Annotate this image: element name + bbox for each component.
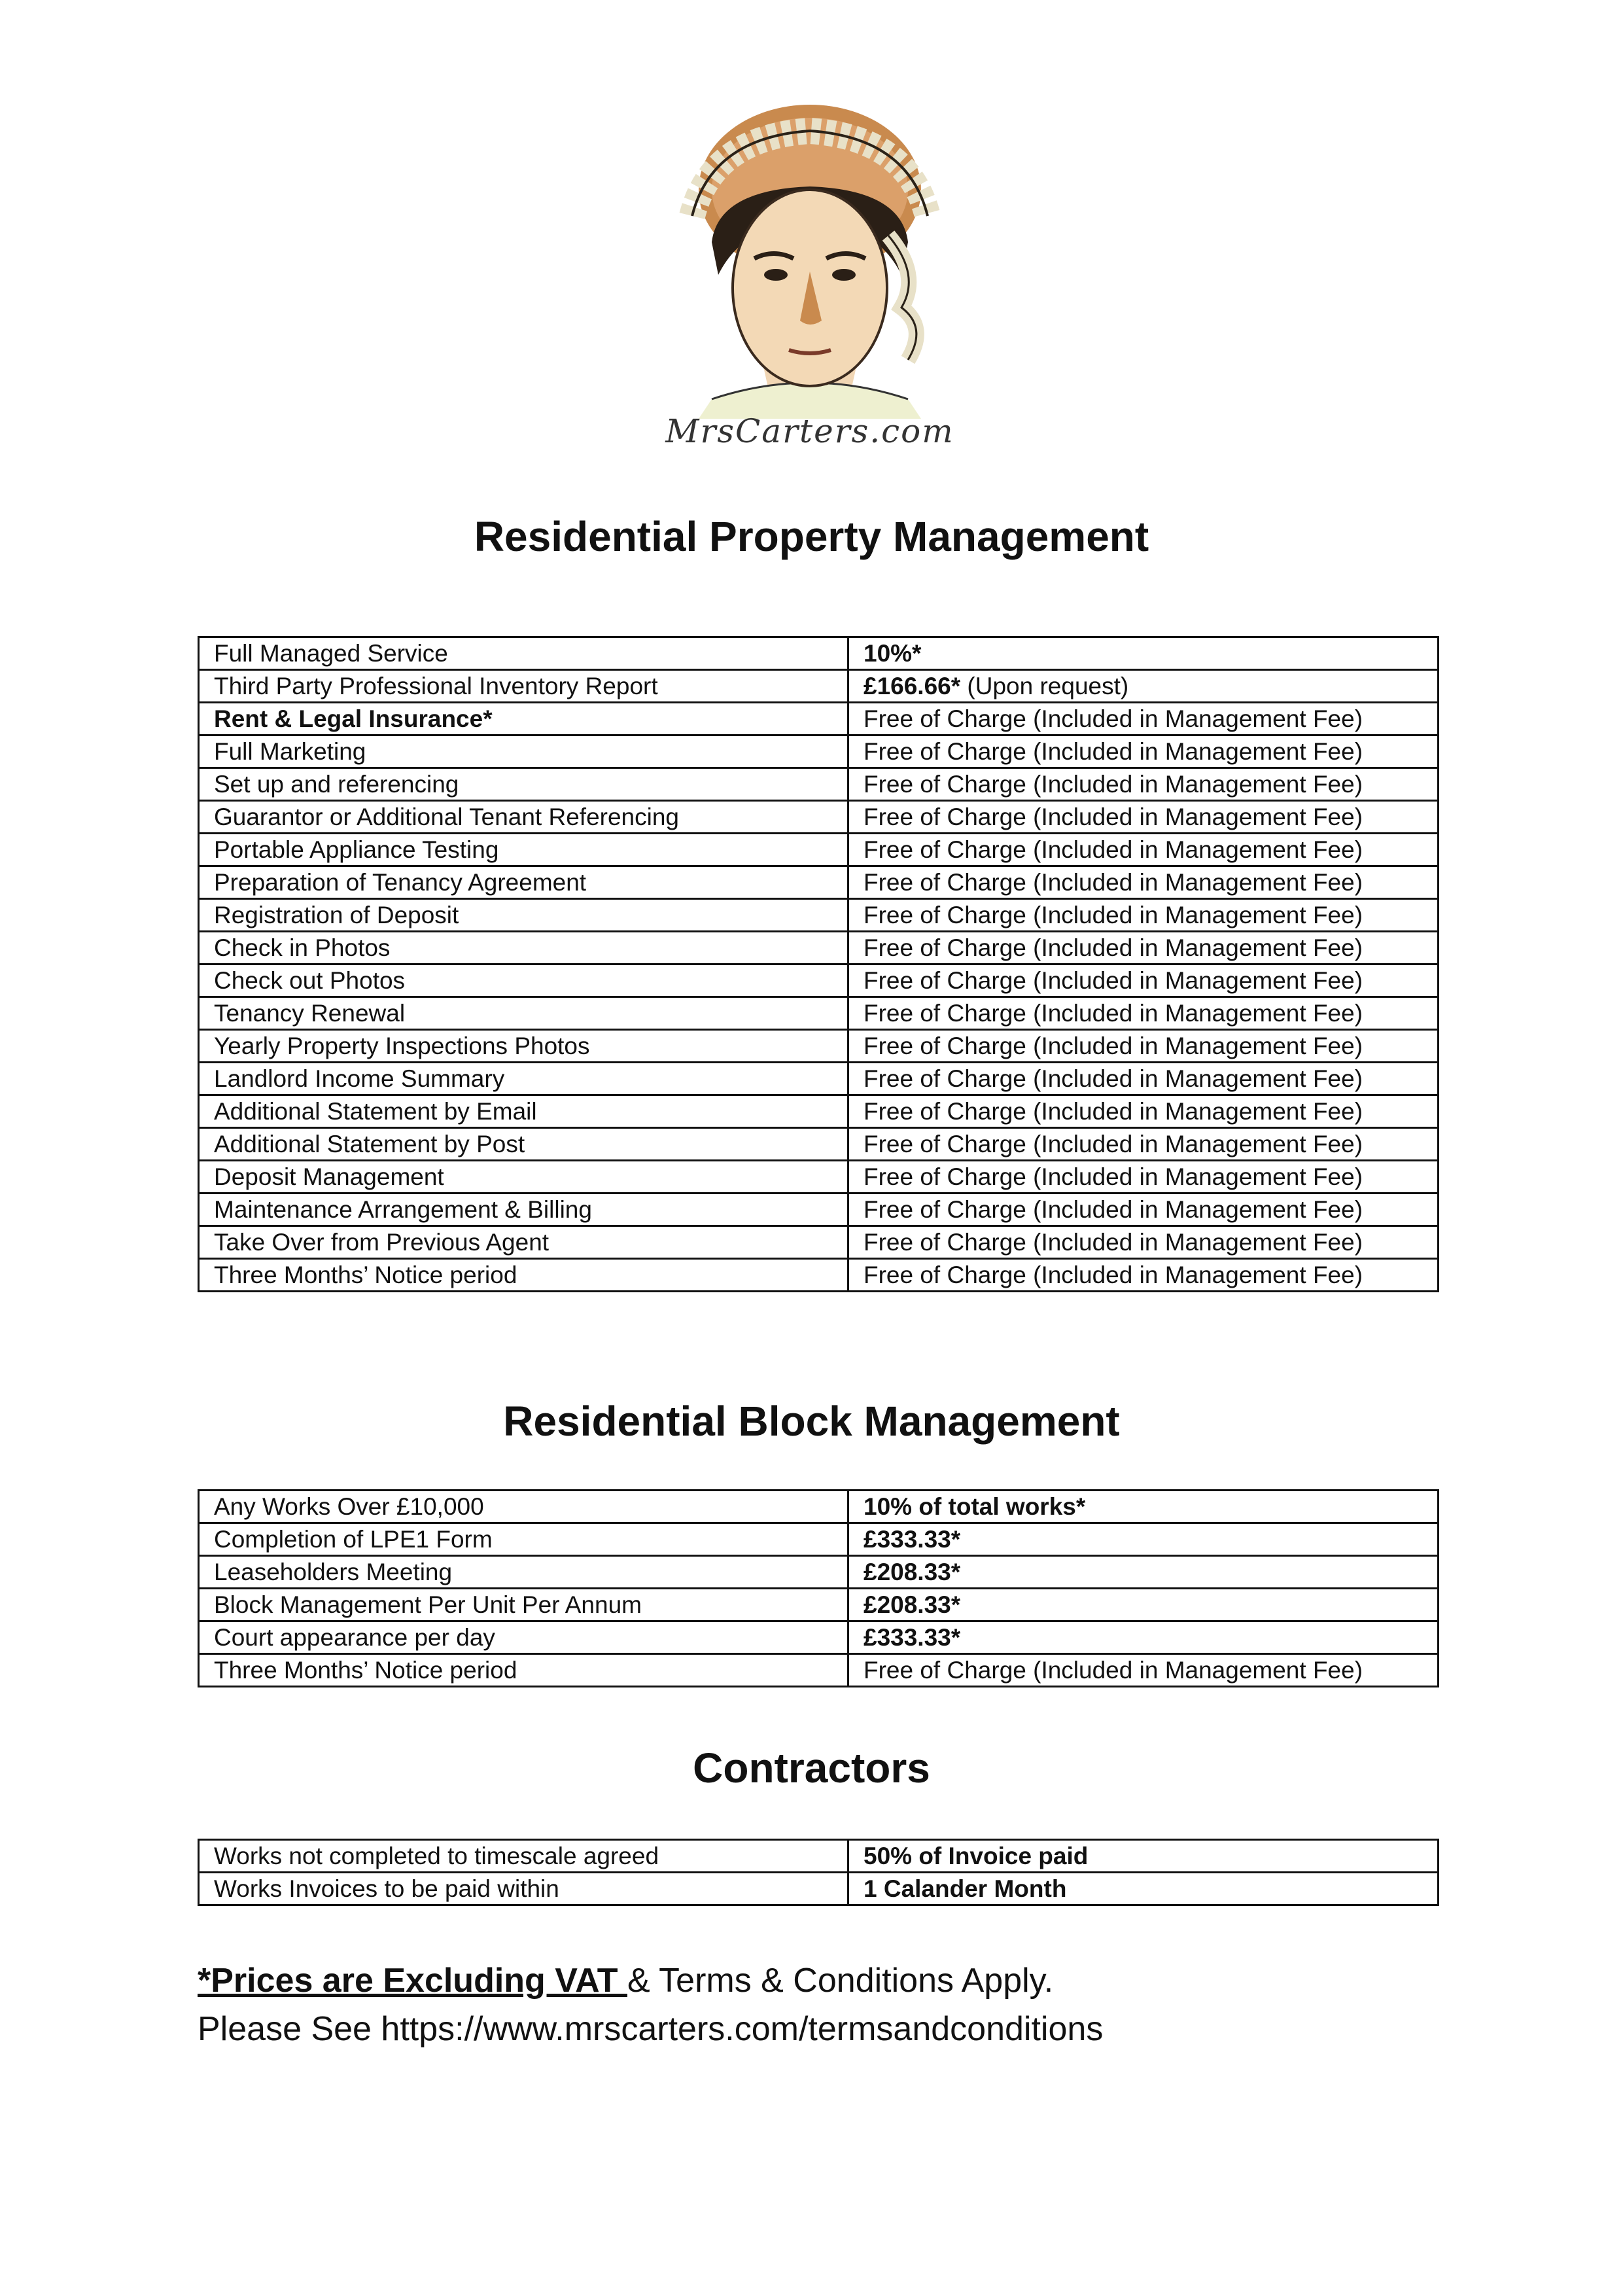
table-row xyxy=(199,1161,1439,1193)
terms-url-line: Please See https://www.mrscarters.com/termsandconditions xyxy=(198,2010,1104,2048)
table-row xyxy=(199,997,1439,1030)
table-row xyxy=(199,866,1439,899)
section-title-property: Residential Property Management xyxy=(474,513,1149,560)
table-row xyxy=(199,1193,1439,1226)
fee-cell: 10% of total works* xyxy=(848,1491,1439,1523)
fee-cell: Free of Charge (Included in Management Fee) xyxy=(848,1063,1439,1095)
fee-cell: Free of Charge (Included in Management Fee) xyxy=(848,932,1439,964)
table-row xyxy=(199,1556,1439,1589)
service-cell: Third Party Professional Inventory Report xyxy=(199,670,848,703)
fee-cell: Free of Charge (Included in Management Fee) xyxy=(848,1128,1439,1161)
fee-cell: Free of Charge (Included in Management Fee) xyxy=(848,1030,1439,1063)
service-cell: Set up and referencing xyxy=(199,768,848,801)
service-cell: Works Invoices to be paid within xyxy=(199,1873,848,1905)
table-row xyxy=(199,1259,1439,1292)
vat-note: *Prices are Excluding VAT xyxy=(198,1962,627,2000)
fee-cell: Free of Charge (Included in Management Fee) xyxy=(848,768,1439,801)
fee-cell: Free of Charge (Included in Management Fee) xyxy=(848,997,1439,1030)
service-cell: Landlord Income Summary xyxy=(199,1063,848,1095)
service-cell: Full Marketing xyxy=(199,735,848,768)
fee-amount: £166.66* xyxy=(864,673,961,699)
fee-cell: Free of Charge (Included in Management Fee) xyxy=(848,703,1439,735)
table-row xyxy=(199,1063,1439,1095)
service-cell: Registration of Deposit xyxy=(199,899,848,932)
fee-cell: Free of Charge (Included in Management Fee) xyxy=(848,1226,1439,1259)
table-row xyxy=(199,899,1439,932)
fee-cell xyxy=(848,670,1439,703)
table-row xyxy=(199,1840,1439,1873)
service-cell: Three Months’ Notice period xyxy=(199,1654,848,1687)
service-cell: Rent & Legal Insurance* xyxy=(199,703,848,735)
service-cell: Three Months’ Notice period xyxy=(199,1259,848,1292)
table-row xyxy=(199,1226,1439,1259)
service-cell: Deposit Management xyxy=(199,1161,848,1193)
service-cell: Yearly Property Inspections Photos xyxy=(199,1030,848,1063)
fee-cell: 50% of Invoice paid xyxy=(848,1840,1439,1873)
table-row xyxy=(199,703,1439,735)
fee-cell: Free of Charge (Included in Management Fee) xyxy=(848,735,1439,768)
terms-note: & Terms & Conditions Apply. xyxy=(627,1962,1054,2000)
service-cell: Court appearance per day xyxy=(199,1621,848,1654)
table-row xyxy=(199,670,1439,703)
fee-cell: 10%* xyxy=(848,637,1439,670)
service-cell: Guarantor or Additional Tenant Referencing xyxy=(199,801,848,834)
table-row xyxy=(199,834,1439,866)
fee-cell: £333.33* xyxy=(848,1523,1439,1556)
service-cell: Portable Appliance Testing xyxy=(199,834,848,866)
fee-cell: £208.33* xyxy=(848,1589,1439,1621)
table-row xyxy=(199,1491,1439,1523)
fee-cell: Free of Charge (Included in Management Fee) xyxy=(848,899,1439,932)
service-cell: Check out Photos xyxy=(199,964,848,997)
contractors-fees-table xyxy=(198,1839,1439,1906)
fee-cell: Free of Charge (Included in Management Fee) xyxy=(848,1095,1439,1128)
table-row xyxy=(199,735,1439,768)
table-row xyxy=(199,1621,1439,1654)
brand-name: MrsCarters.com xyxy=(665,412,954,450)
fee-cell: Free of Charge (Included in Management Fee) xyxy=(848,964,1439,997)
service-cell: Additional Statement by Post xyxy=(199,1128,848,1161)
block-fees-table xyxy=(198,1489,1439,1687)
fee-cell: Free of Charge (Included in Management Fee) xyxy=(848,1654,1439,1687)
fee-cell: Free of Charge (Included in Management Fee) xyxy=(848,1193,1439,1226)
fee-cell: Free of Charge (Included in Management Fee) xyxy=(848,1161,1439,1193)
service-cell: Preparation of Tenancy Agreement xyxy=(199,866,848,899)
service-cell: Additional Statement by Email xyxy=(199,1095,848,1128)
fee-cell: Free of Charge (Included in Management Fee) xyxy=(848,801,1439,834)
service-cell: Completion of LPE1 Form xyxy=(199,1523,848,1556)
service-cell: Works not completed to timescale agreed xyxy=(199,1840,848,1873)
table-row xyxy=(199,932,1439,964)
fee-cell: £333.33* xyxy=(848,1621,1439,1654)
fee-cell: Free of Charge (Included in Management Fee) xyxy=(848,1259,1439,1292)
portrait-illustration xyxy=(614,92,1006,419)
table-row xyxy=(199,1873,1439,1905)
service-cell: Check in Photos xyxy=(199,932,848,964)
section-title-block: Residential Block Management xyxy=(503,1398,1120,1445)
service-cell: Take Over from Previous Agent xyxy=(199,1226,848,1259)
service-cell: Block Management Per Unit Per Annum xyxy=(199,1589,848,1621)
table-row xyxy=(199,1095,1439,1128)
section-title-contractors: Contractors xyxy=(693,1744,930,1792)
fee-cell: Free of Charge (Included in Management Fee) xyxy=(848,834,1439,866)
table-row xyxy=(199,1128,1439,1161)
service-cell: Leaseholders Meeting xyxy=(199,1556,848,1589)
fee-cell: 1 Calander Month xyxy=(848,1873,1439,1905)
footer-notes xyxy=(198,1956,1103,2053)
service-cell: Any Works Over £10,000 xyxy=(199,1491,848,1523)
table-row xyxy=(199,1030,1439,1063)
table-row xyxy=(199,637,1439,670)
fee-note: (Upon request) xyxy=(960,673,1129,699)
table-row xyxy=(199,964,1439,997)
table-row xyxy=(199,768,1439,801)
table-row xyxy=(199,1523,1439,1556)
fee-cell: Free of Charge (Included in Management Fee) xyxy=(848,866,1439,899)
property-fees-table xyxy=(198,636,1439,1292)
fee-cell: £208.33* xyxy=(848,1556,1439,1589)
vat-line xyxy=(198,1956,1103,2005)
service-cell: Tenancy Renewal xyxy=(199,997,848,1030)
table-row xyxy=(199,801,1439,834)
service-cell: Full Managed Service xyxy=(199,637,848,670)
table-row xyxy=(199,1654,1439,1687)
service-cell: Maintenance Arrangement & Billing xyxy=(199,1193,848,1226)
table-row xyxy=(199,1589,1439,1621)
